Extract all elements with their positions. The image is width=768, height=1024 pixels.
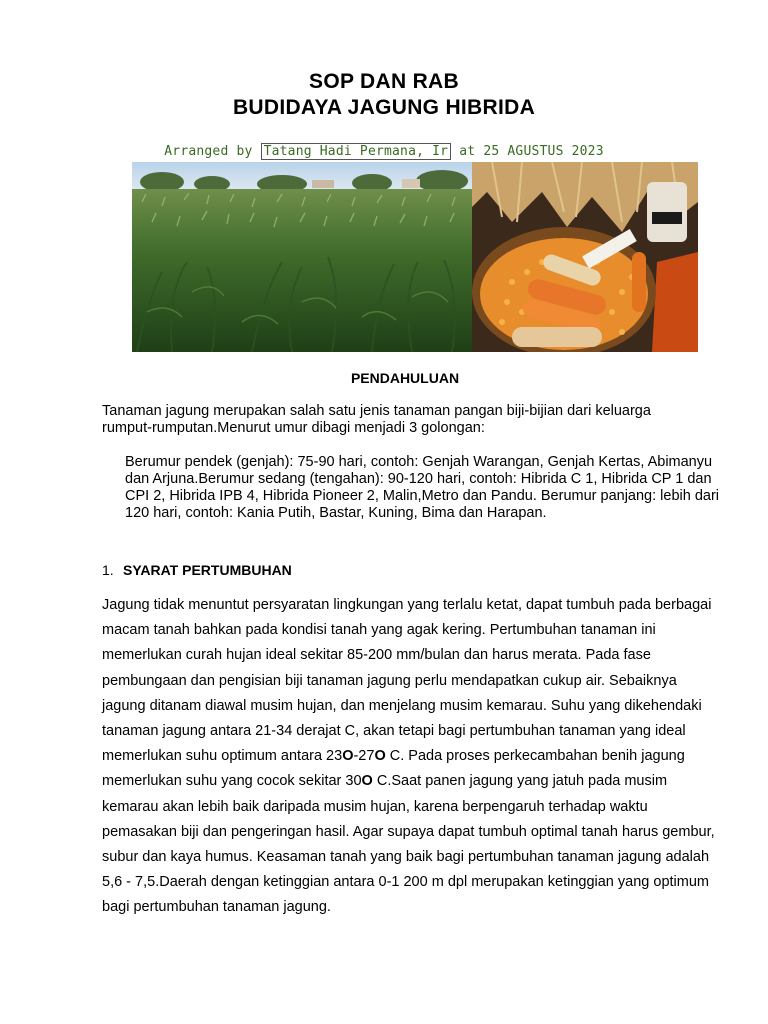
document-title: SOP DAN RAB	[309, 70, 459, 93]
body-text-part-d: C.Saat panen jagung yang jatuh pada musim kemarau akan lebih baik daripada musim hujan, karena berpengaruh terhadap waktu pemasakan biji dan pengeringan hasil. Agar supaya dapat tumbuh optimal tanah harus gembur, subur dan kaya humus. Keasaman tanah yang baik bagi pertumbuhan tanaman jagung adalah 5,6 - 7,5.Daerah dengan ketinggian antara 0-1 200 m dpl merupakan ketinggian yang optimum bagi pertumbuhan tanaman jagung.	[102, 773, 715, 916]
body-text-part-a: Jagung tidak menuntut persyaratan lingkungan yang terlalu ketat, dapat tumbuh pada berbagai macam tanah bahkan pada kondisi tanah yang agak kering. Pertumbuhan tanaman ini memerlukan curah hujan ideal sekitar 85-200 mm/bulan dan harus merata. Pada fase pembungaan dan pengisian biji tanaman jagung perlu mendapatkan cukup air. Sebaiknya jagung ditanam diawal musim hujan, dan menjelang musim kemarau. Suhu yang dikehendaki tanaman jagung antara 21-34 derajat C, akan tetapi bagi pertumbuhan tanaman yang ideal memerlukan suhu optimum antara 23	[102, 597, 712, 765]
section-heading-syarat-pertumbuhan	[102, 562, 292, 578]
degree-symbol: O	[342, 748, 354, 765]
body-text-part-b: -27	[353, 748, 375, 765]
degree-symbol: O	[361, 773, 373, 790]
section-number: 1.	[102, 562, 114, 578]
body-text-part-c: C. Pada proses perkecambahan benih jagung memerlukan suhu yang cocok sekitar 30	[102, 748, 685, 790]
growth-requirements-paragraph	[102, 593, 722, 921]
byline-date: at 25 AGUSTUS 2023	[459, 144, 604, 159]
byline-author: Tatang Hadi Permana, Ir	[261, 143, 452, 160]
document-subtitle: BUDIDAYA JAGUNG HIBRIDA	[232, 96, 536, 119]
corn-kernels-photo	[472, 162, 698, 352]
corn-field-photo	[132, 162, 472, 352]
section-title: SYARAT PERTUMBUHAN	[123, 562, 292, 578]
byline	[0, 144, 768, 159]
byline-prefix: Arranged by	[164, 144, 253, 159]
intro-paragraph: Tanaman jagung merupakan salah satu jenis tanaman pangan biji-bijian dari keluarga rumput-rumputan.Menurut umur dibagi menjadi 3 golongan:	[102, 403, 651, 436]
section-heading-pendahuluan: PENDAHULUAN	[350, 370, 460, 386]
age-classification-list: Berumur pendek (genjah): 75-90 hari, contoh: Genjah Warangan, Genjah Kertas, Abimanyu dan Arjuna.Berumur sedang (tengahan): 90-120 hari, contoh: Hibrida C 1, Hibrida CP 1 dan CPI 2, Hibrida IPB 4, Hibrida Pioneer 2, Malin,Metro dan Pandu. Berumur panjang: lebih dari 120 hari, contoh: Kania Putih, Bastar, Kuning, Bima dan Harapan.	[125, 454, 720, 521]
degree-symbol: O	[374, 748, 386, 765]
